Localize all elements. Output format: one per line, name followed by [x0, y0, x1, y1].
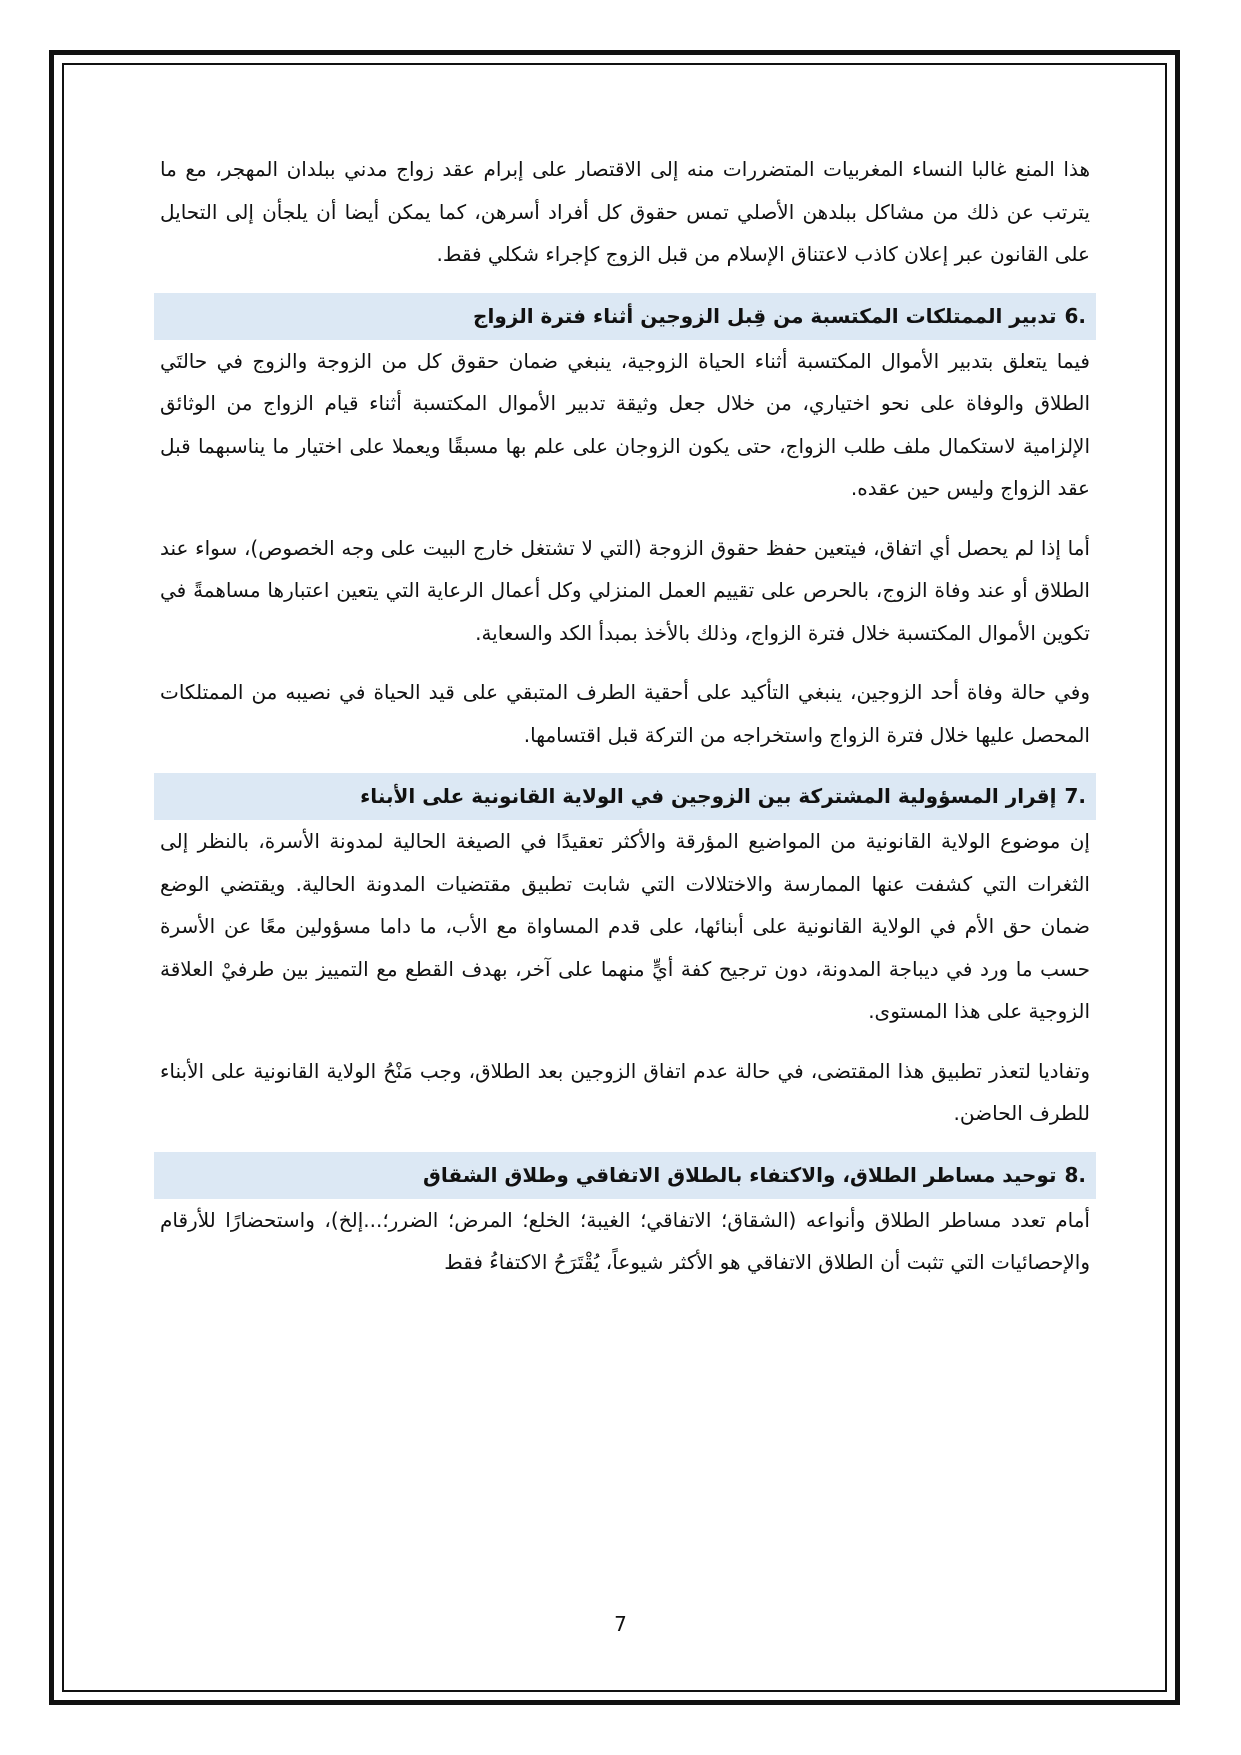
- paragraph-intro: هذا المنع غالبا النساء المغربيات المتضررات منه إلى الاقتصار على إبرام عقد زواج مدني ببلدان المهجر، مع ما يترتب عن ذلك من مشاكل ببلدهن الأصلي تمس حقوق كل أفراد أسرهن، كما يمكن أيضا أن يلجأن إلى التحايل على القانون عبر إعلان كاذب لاعتناق الإسلام من قبل الزوج كإجراء شكلي فقط.: [160, 157, 1090, 266]
- section-heading-6: [154, 293, 1096, 340]
- paragraph-spouse-death: وفي حالة وفاة أحد الزوجين، ينبغي التأكيد على أحقية الطرف المتبقي على قيد الحياة في نصيبه من الممتلكات المحصل عليها خلال فترة الزواج واستخراجه من التركة قبل اقتسامها.: [160, 680, 1090, 747]
- page-number: 7: [614, 1612, 627, 1636]
- section-title: تدبير الممتلكات المكتسبة من قِبل الزوجين أثناء فترة الزواج: [473, 303, 1057, 328]
- section-number: 8.: [1064, 1162, 1086, 1187]
- paragraph-custodial-guardianship: وتفاديا لتعذر تطبيق هذا المقتضى، في حالة عدم اتفاق الزوجين بعد الطلاق، وجب مَنْحُ الولاية القانونية على الأبناء للطرف الحاضن.: [160, 1058, 1090, 1125]
- paragraph-assets-management: فيما يتعلق بتدبير الأموال المكتسبة أثناء الحياة الزوجية، ينبغي ضمان حقوق كل من الزوجة والزوج في حالتَي الطلاق والوفاة على نحو اختياري، من خلال جعل وثيقة تدبير الأموال المكتسبة أثناء قيام الزواج من الوثائق الإلزامية لاستكمال ملف طلب الزواج، حتى يكون الزوجان على علم بها مسبقًا ويعملا على اختيار ما يناسبهما قبل عقد الزواج وليس حين عقده.: [160, 348, 1090, 500]
- section-title: توحيد مساطر الطلاق، والاكتفاء بالطلاق الاتفاقي وطلاق الشقاق: [423, 1162, 1057, 1187]
- section-title: إقرار المسؤولية المشتركة بين الزوجين في الولاية القانونية على الأبناء: [360, 784, 1057, 808]
- document-body: [160, 148, 1090, 1301]
- paragraph-divorce-procedures: أمام تعدد مساطر الطلاق وأنواعه (الشقاق؛ الاتفاقي؛ الغيبة؛ الخلع؛ المرض؛ الضرر؛...إلخ)، واستحضارًا للأرقام والإحصائيات التي تثبت أن الطلاق الاتفاقي هو الأكثر شيوعاً، يُقْتَرَحُ الاكتفاءُ فقط: [160, 1207, 1090, 1274]
- section-number: 6.: [1064, 303, 1086, 328]
- section-heading-8: [154, 1152, 1096, 1199]
- paragraph-legal-guardianship: إن موضوع الولاية القانونية من المواضيع المؤرقة والأكثر تعقيدًا في الصيغة الحالية لمدونة الأسرة، بالنظر إلى الثغرات التي كشفت عنها الممارسة والاختلالات التي شابت تطبيق مقتضيات المدونة الحالية. ويقتضي الوضع ضمان حق الأم في الولاية القانونية على أبنائها، على قدم المساواة مع الأب، ما داما مسؤولين معًا عن الأسرة حسب ما ورد في ديباجة المدونة، دون ترجيح كفة أيٍّ منهما على آخر، بهدف القطع مع التمييز بين طرفيْ العلاقة الزوجية على هذا المستوى.: [160, 829, 1090, 1023]
- section-number: 7.: [1064, 784, 1086, 808]
- section-heading-7: [154, 773, 1096, 820]
- paragraph-wife-rights: أما إذا لم يحصل أي اتفاق، فيتعين حفظ حقوق الزوجة (التي لا تشتغل خارج البيت على وجه الخصوص)، سواء عند الطلاق أو عند وفاة الزوج، بالحرص على تقييم العمل المنزلي وكل أعمال الرعاية التي يتعين اعتبارها مساهمةً في تكوين الأموال المكتسبة خلال فترة الزواج، وذلك بالأخذ بمبدأ الكد والسعاية.: [160, 535, 1090, 645]
